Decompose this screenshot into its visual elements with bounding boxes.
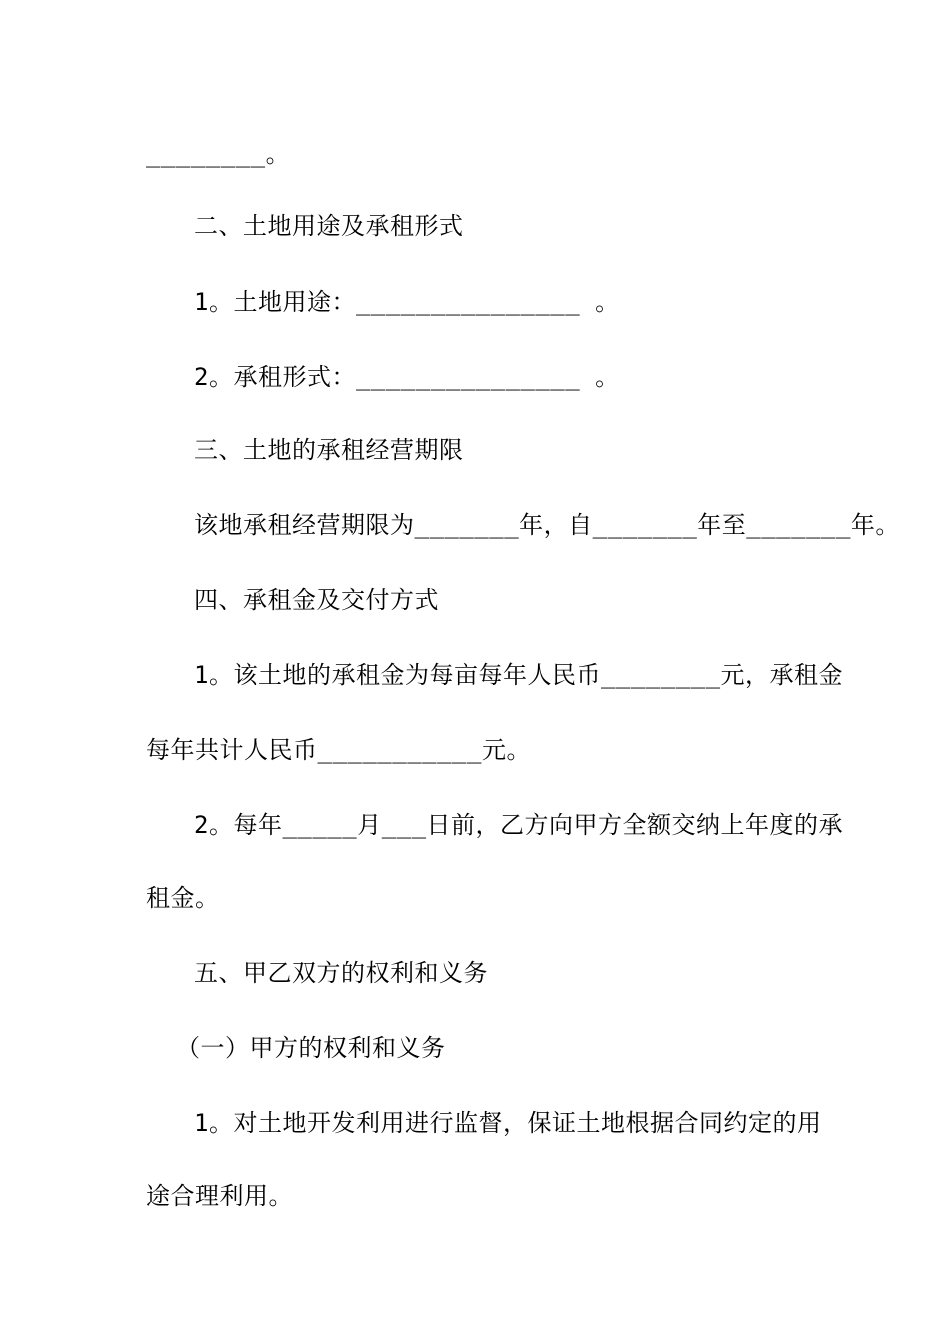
text-line: 2。每年_____月___日前，乙方向甲方全额交纳上年度的承 xyxy=(194,811,844,839)
text-line: 2。承租形式：_______________ 。 xyxy=(194,363,620,391)
text-line: 1。该土地的承租金为每亩每年人民币________元，承租金 xyxy=(194,661,844,689)
section-heading: 二、土地用途及承租形式 xyxy=(194,212,464,240)
text-line: 租金。 xyxy=(146,884,220,912)
text-line: 途合理利用。 xyxy=(146,1182,293,1210)
section-heading: 五、甲乙双方的权利和义务 xyxy=(194,959,488,987)
text-line: 1。土地用途：_______________ 。 xyxy=(194,288,620,316)
text-line: ________。 xyxy=(146,140,291,168)
section-heading: 三、土地的承租经营期限 xyxy=(194,436,464,464)
subsection-heading: （一）甲方的权利和义务 xyxy=(176,1034,446,1062)
text-line: 该地承租经营期限为_______年，自_______年至_______年。 xyxy=(194,511,900,539)
section-heading: 四、承租金及交付方式 xyxy=(194,586,439,614)
text-line: 1。对土地开发利用进行监督，保证土地根据合同约定的用 xyxy=(194,1109,822,1137)
text-line: 每年共计人民币___________元。 xyxy=(146,736,531,764)
